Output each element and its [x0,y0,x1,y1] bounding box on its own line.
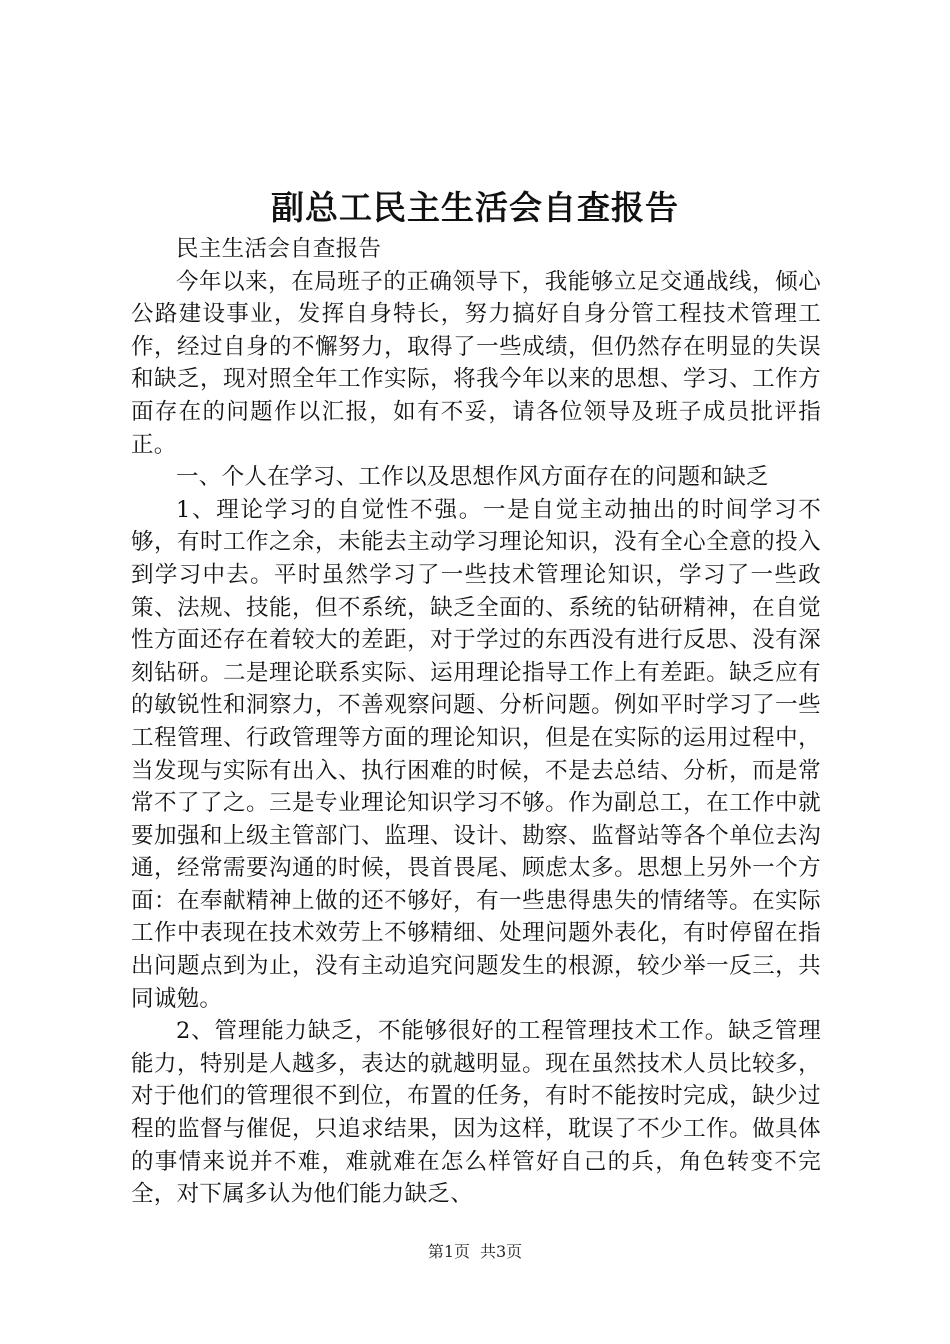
body-paragraph: 2、管理能力缺乏，不能够很好的工程管理技术工作。缺乏管理能力，特别是人越多，表达的就越明显。现在虽然技术人员比较多，对于他们的管理很不到位，布置的任务，有时不能按时完成，缺少过程的监督与催促，只追求结果，因为这样，耽误了不少工作。做具体的事情来说并不难，难就难在怎么样管好自己的兵，角色转变不完全，对下属多认为他们能力缺乏、 [131,1018,821,1208]
page-footer [0,1240,950,1264]
section-heading: 一、个人在学习、工作以及思想作风方面存在的问题和缺乏 [176,464,769,491]
page-number: 第1页 [427,1242,470,1261]
page-total: 共3页 [480,1242,523,1261]
intro-paragraph: 今年以来，在局班子的正确领导下，我能够立足交通战线，倾心公路建设事业，发挥自身特长，努力搞好自身分管工程技术管理工作，经过自身的不懈努力，取得了一些成绩，但仍然存在明显的失误和缺乏，现对照全年工作实际，将我今年以来的思想、学习、工作方面存在的问题作以汇报，如有不妥，请各位领导及班子成员批评指正。 [131,268,821,458]
document-body [131,233,821,1211]
subtitle-paragraph: 民主生活会自查报告 [176,236,382,262]
document-title: 副总工民主生活会自查报告 [271,188,679,227]
body-paragraph: 1、理论学习的自觉性不强。一是自觉主动抽出的时间学习不够，有时工作之余，未能去主动学习理论知识，没有全心全意的投入到学习中去。平时虽然学习了一些技术管理论知识，学习了一些政策、法规、技能，但不系统，缺乏全面的、系统的钻研精神，在自觉性方面还存在着较大的差距，对于学过的东西没有进行反思、没有深刻钻研。二是理论联系实际、运用理论指导工作上有差距。缺乏应有的敏锐性和洞察力，不善观察问题、分析问题。例如平时学习了一些工程管理、行政管理等方面的理论知识，但是在实际的运用过程中，当发现与实际有出入、执行困难的时候，不是去总结、分析，而是常常不了了之。三是专业理论知识学习不够。作为副总工，在工作中就要加强和上级主管部门、监理、设计、勘察、监督站等各个单位去沟通，经常需要沟通的时候，畏首畏尾、顾虑太多。思想上另外一个方面：在奉献精神上做的还不够好，有一些患得患失的情绪等。在实际工作中表现在技术效劳上不够精细、处理问题外表化，有时停留在指出问题点到为止，没有主动追究问题发生的根源，较少举一反三，共同诚勉。 [131,496,821,1012]
